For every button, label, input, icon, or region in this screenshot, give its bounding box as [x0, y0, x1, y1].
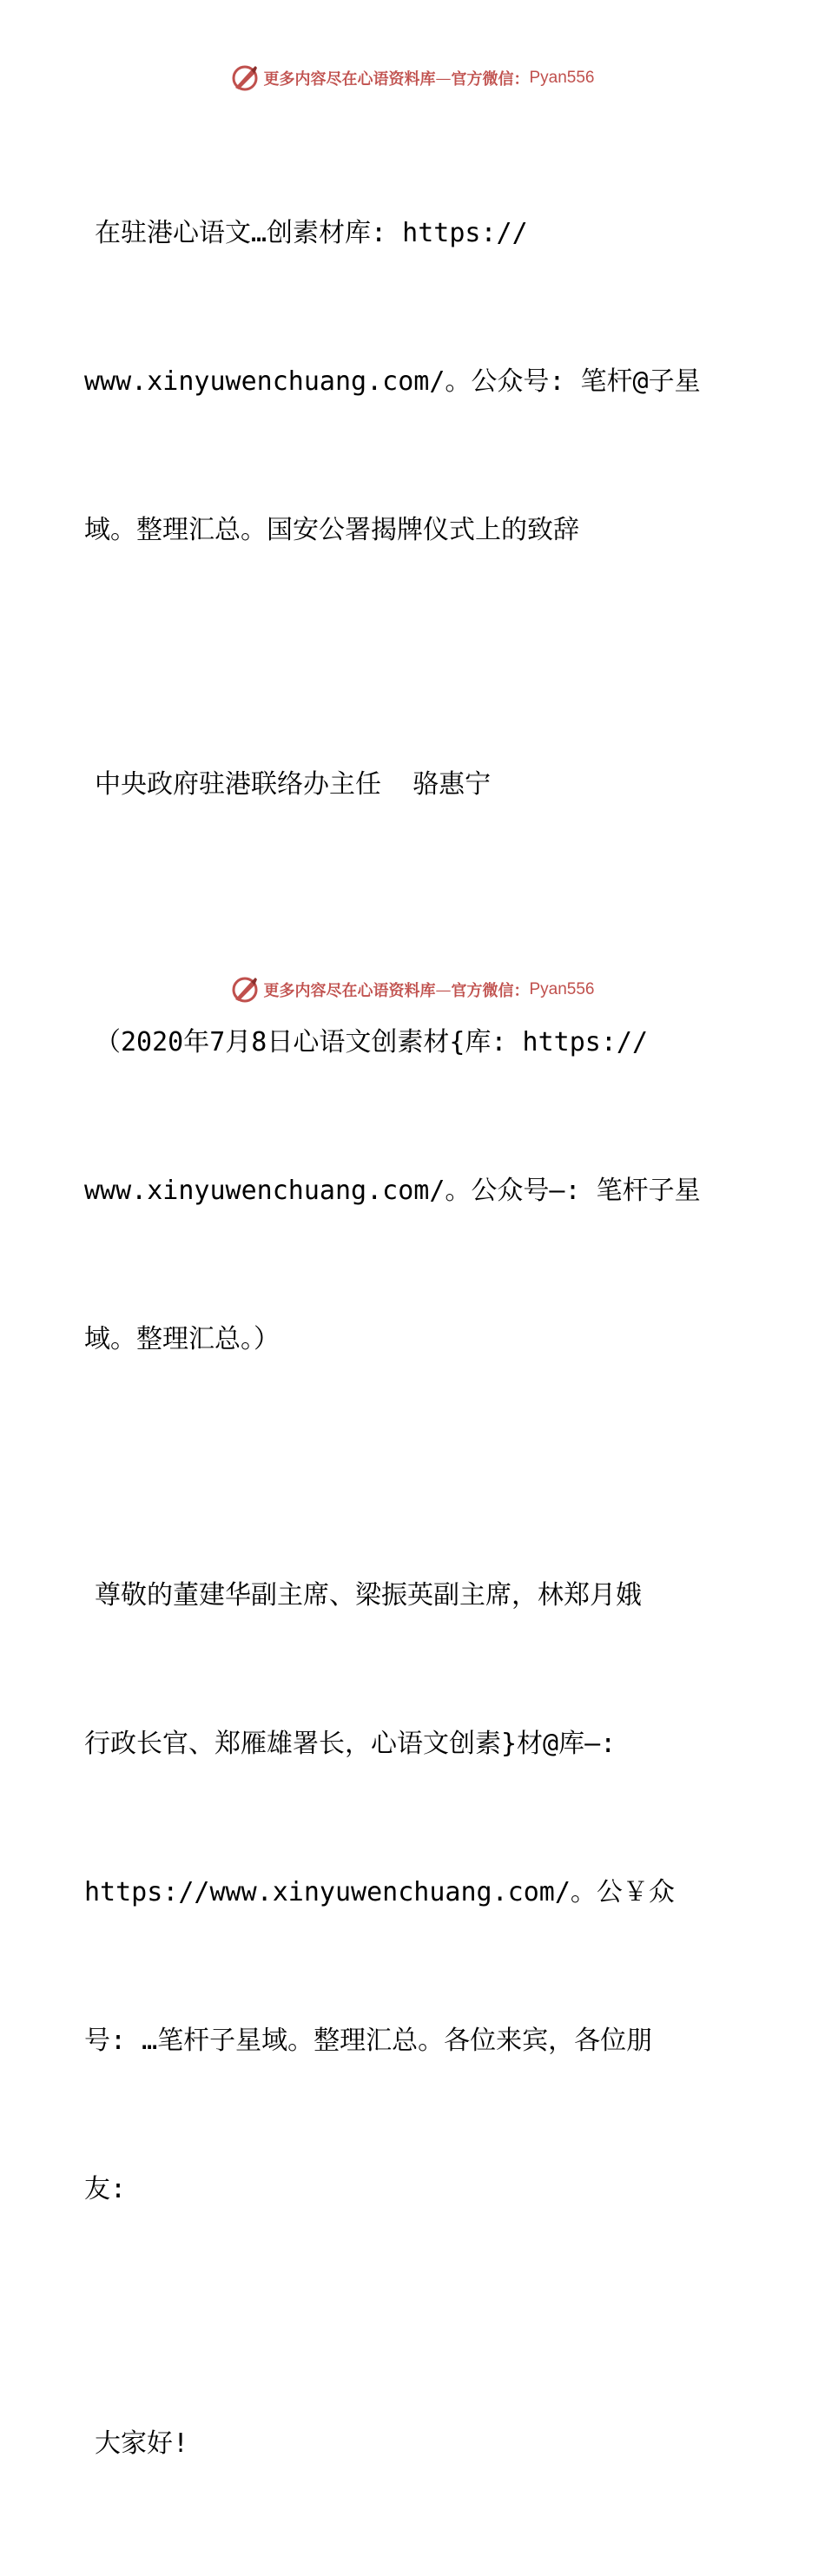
text-line: 大家好!: [95, 2428, 189, 2459]
banner-wechat-id: Pyan556: [529, 980, 595, 998]
banner-dash: —: [435, 69, 452, 88]
text-line: 域。整理汇总。国安公署揭牌仪式上的致辞: [84, 515, 579, 545]
text-line: 行政长官、郑雁雄署长，心语文创素}材@库—:: [84, 1729, 617, 1759]
text-line: www.xinyuwenchuang.com/。公众号—: 笔杆子星: [84, 1176, 701, 1206]
text-line: 域。整理汇总。）: [84, 1324, 280, 1354]
footer-banner: [0, 974, 825, 1005]
banner-wechat-label: 官方微信：: [451, 70, 530, 89]
paragraph-salutation: [84, 1472, 744, 2313]
text-line: 中央政府驻港联络办主任 骆惠宁: [95, 769, 492, 800]
paragraph-intro: [84, 109, 744, 654]
text-line: （2020年7月8日心语文创素材{库: https://: [95, 1027, 649, 1057]
banner-dash: —: [435, 980, 452, 999]
text-line: 在驻港心语文…创素材库: https://: [95, 218, 528, 248]
text-line: www.xinyuwenchuang.com/。公众号: 笔杆@子星: [84, 366, 701, 397]
text-line: 友:: [84, 2174, 127, 2204]
banner-inner: [230, 974, 594, 1005]
banner-text: 更多内容尽在心语资料库: [263, 70, 436, 89]
pen-logo-icon: [230, 975, 260, 1005]
text-line: 尊敬的董建华副主席、梁振英副主席，林郑月娥: [95, 1580, 642, 1611]
paragraph-greeting: [84, 2320, 744, 2567]
banner-wechat-id: Pyan556: [529, 69, 595, 87]
header-banner: [0, 63, 825, 94]
banner-inner: [230, 63, 594, 94]
pen-logo-icon: [230, 63, 260, 93]
text-line: 号: …笔杆子星域。整理汇总。各位来宾，各位朋: [84, 2026, 653, 2056]
paragraph-author: [84, 661, 744, 908]
text-line: https://www.xinyuwenchuang.com/。公￥众: [84, 1877, 675, 1907]
banner-text: 更多内容尽在心语资料库: [263, 982, 436, 1000]
banner-wechat-label: 官方微信：: [451, 982, 530, 1000]
document-body: [84, 109, 744, 2576]
